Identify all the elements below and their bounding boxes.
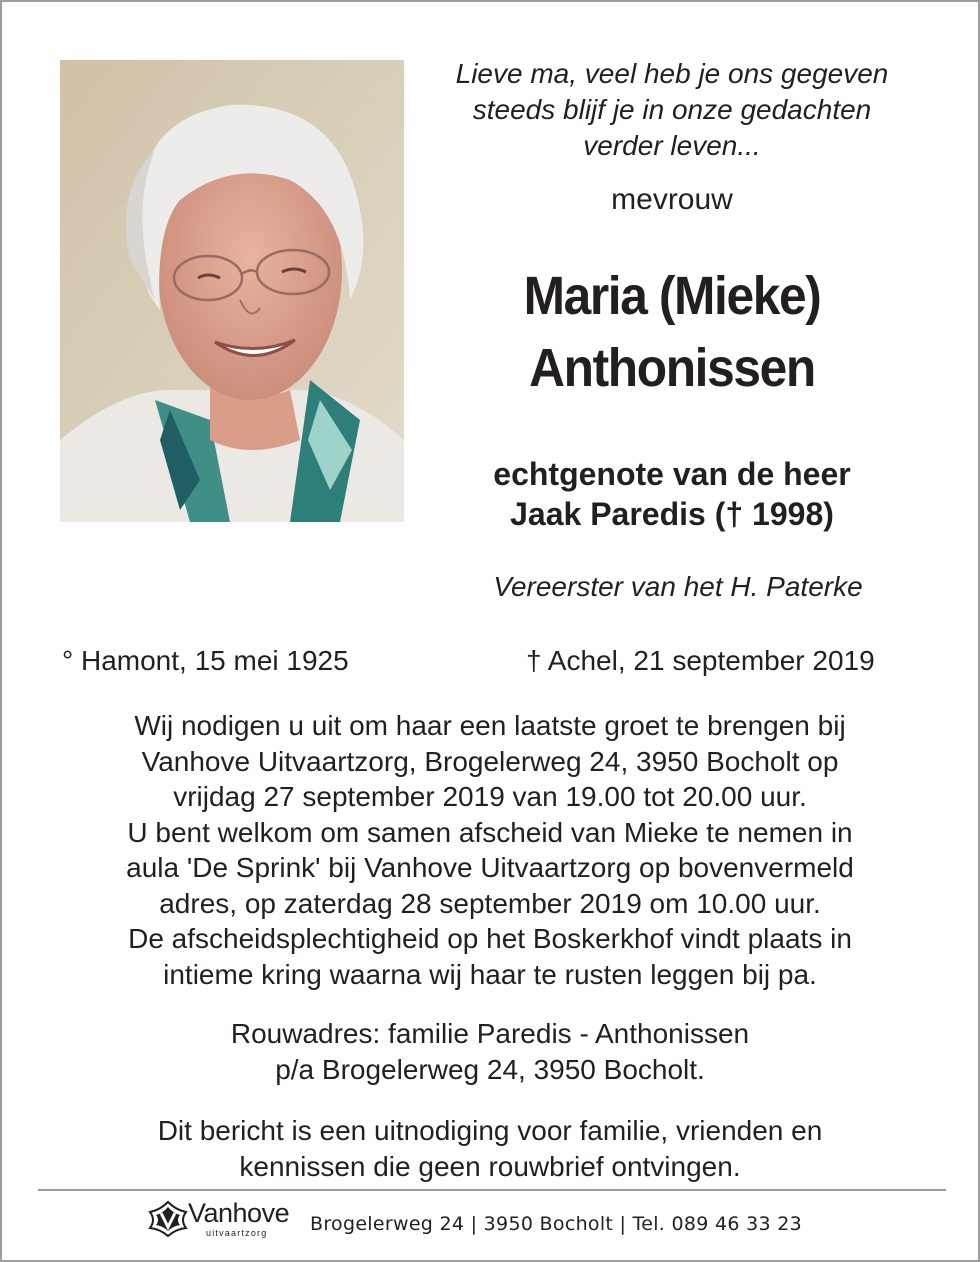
spouse-line: echtgenote van de heer <box>493 456 851 492</box>
portrait-photo <box>60 60 404 522</box>
deceased-name <box>433 260 911 404</box>
verse-line: verder leven... <box>583 130 761 161</box>
notice-line: Dit bericht is een uitnodiging voor familie, vrienden en <box>157 1115 823 1146</box>
address-line: p/a Brogelerweg 24, 3950 Bocholt. <box>275 1054 705 1085</box>
verse-line: Lieve ma, veel heb je ons gegeven <box>455 58 889 89</box>
body-line: Wij nodigen u uit om haar een laatste groet te brengen bij <box>134 710 846 741</box>
spouse-line: Jaak Paredis († 1998) <box>510 496 834 532</box>
vanhove-logo-icon <box>146 1198 190 1240</box>
body-line: Vanhove Uitvaartzorg, Brogelerweg 24, 3950 Bocholt op <box>141 745 839 777</box>
body-line: intieme kring waarna wij haar te rusten leggen bij pa. <box>163 958 817 990</box>
birth-info: ° Hamont, 15 mei 1925 <box>62 645 349 676</box>
footer-divider <box>38 1189 946 1191</box>
address-line: Rouwadres: familie Paredis - Anthonissen <box>230 1018 750 1049</box>
mourning-address <box>22 1016 958 1088</box>
verse <box>412 56 932 164</box>
footer-contact: Brogelerweg 24 | 3950 Bocholt | Tel. 089 46 33 23 <box>310 1213 802 1235</box>
notice-line: kennissen die geen rouwbrief ontvingen. <box>239 1151 741 1182</box>
invitation-text <box>22 708 958 992</box>
death-info: † Achel, 21 september 2019 <box>526 645 875 676</box>
logo-name: Vanhove <box>188 1198 290 1228</box>
name-line-first: Maria (Mieke) <box>523 266 821 326</box>
name-line-last: Anthonissen <box>529 338 815 398</box>
body-line: adres, op zaterdag 28 september 2019 om 10.00 uur. <box>159 887 821 919</box>
body-line: De afscheidsplechtigheid op het Boskerkhof vindt plaats in <box>128 923 852 954</box>
body-line: vrijdag 27 september 2019 van 19.00 tot 20.00 uur. <box>173 781 807 812</box>
logo-subtitle: uitvaartzorg <box>206 1228 268 1238</box>
funeral-home-footer <box>146 1196 846 1244</box>
verse-line: steeds blijf je in onze gedachten <box>472 94 872 125</box>
body-line: U bent welkom om samen afscheid van Mieke te nemen in <box>127 816 853 848</box>
honorific: mevrouw <box>611 183 733 216</box>
body-line: aula 'De Sprink' bij Vanhove Uitvaartzorg op bovenvermeld <box>126 852 854 883</box>
spouse-info <box>412 454 932 534</box>
honor-title: Vereerster van het H. Paterke <box>493 571 863 602</box>
notice-text <box>22 1113 958 1185</box>
